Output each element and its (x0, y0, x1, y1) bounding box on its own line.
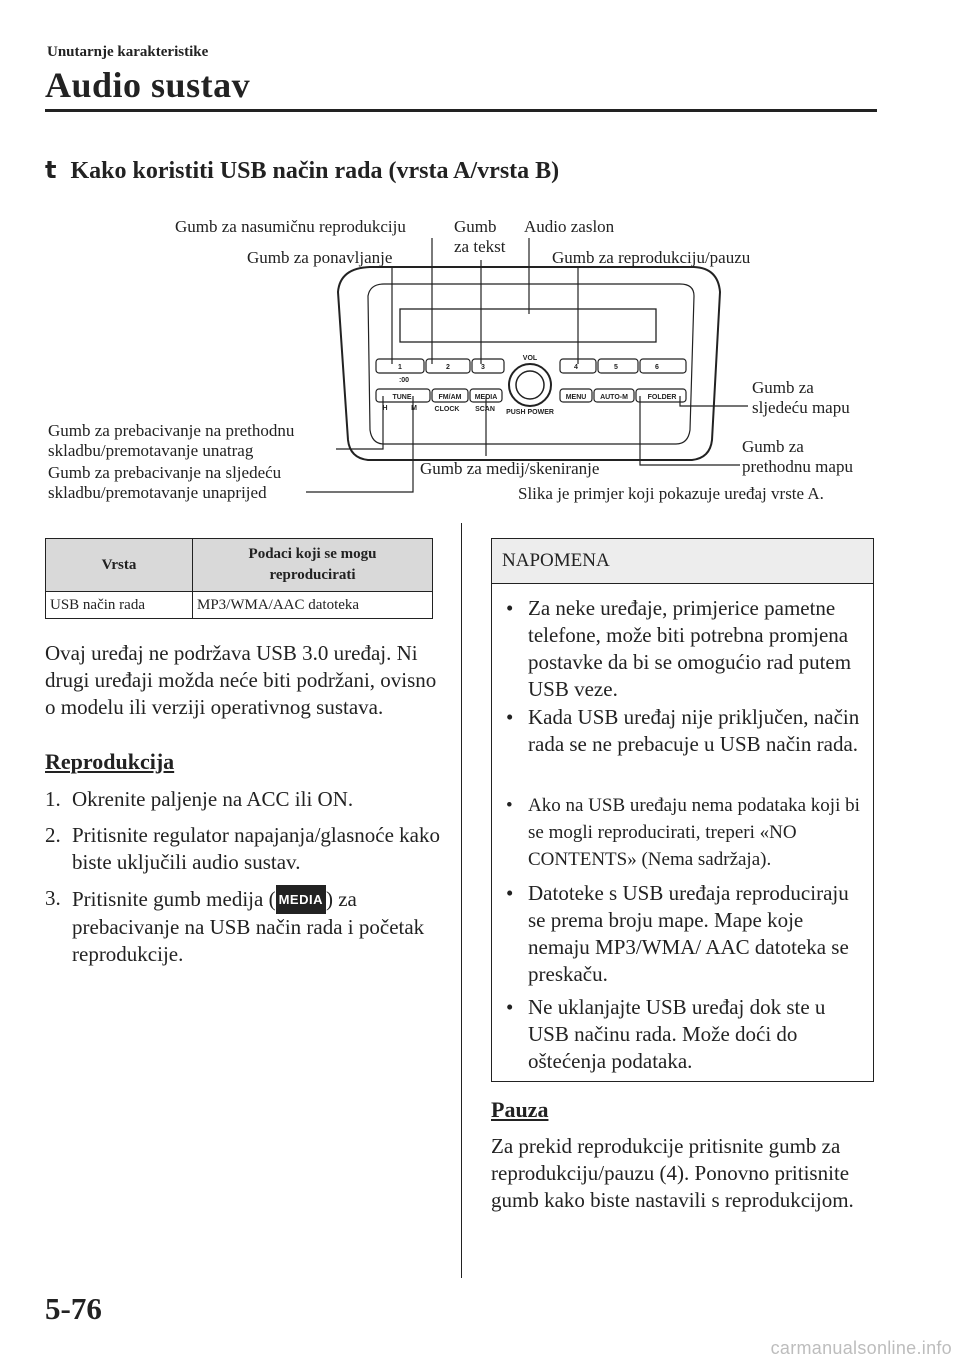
note-item-text: Datoteke s USB uređaja reproduciraju se prema broju mape. Mape koje nemaju MP3/WMA/ AAC datoteka se preskaču. (528, 881, 849, 986)
heading-text: Kako koristiti USB način rada (vrsta A/vrsta B) (70, 158, 560, 184)
note-item (506, 994, 862, 1075)
panel-label-6: 6 (655, 364, 659, 371)
panel-label-3: 3 (481, 364, 485, 371)
playable-data-table (45, 538, 433, 619)
note-item (506, 595, 862, 703)
callout-prev-track-button: Gumb za prebacivanje na prethodnu skladbu/premotavanje unatrag (48, 421, 295, 460)
display-window (400, 309, 656, 342)
bullet-icon: • (506, 705, 514, 729)
panel-label-menu: MENU (565, 394, 587, 401)
panel-label-pushpower: PUSH POWER (506, 409, 554, 416)
callout-prev-folder-button: Gumb za prethodnu mapu (742, 437, 853, 476)
step-text-after: ) za prebacivanje na USB način rada i početak reprodukcije. (72, 887, 425, 966)
note-item-text: Ako na USB uređaju nema podataka koji bi se mogli reproducirati, treperi «NO CONTENTS» (Nema sadržaja). (528, 795, 860, 870)
step-text (45, 885, 445, 968)
callout-text-button: Gumb za tekst (454, 217, 506, 256)
volume-knob-inner (516, 371, 544, 399)
panel-label-4: 4 (574, 364, 578, 371)
preset-button-5 (598, 359, 638, 373)
panel-label-h: H (382, 405, 388, 412)
callout-repeat-button: Gumb za ponavljanje (247, 248, 393, 267)
column-divider (461, 523, 462, 1278)
bullet-icon: • (506, 596, 514, 620)
step-3 (45, 885, 445, 968)
preset-button-3 (472, 359, 504, 373)
panel-label-fmam: FM/AM (438, 394, 462, 401)
step-number: 2. (45, 823, 61, 847)
callout-media-scan-button: Gumb za medij/skeniranje (420, 459, 600, 478)
note-item-text: Ne uklanjajte USB uređaj dok ste u USB načinu rada. Može doći do oštećenja podataka. (528, 995, 826, 1073)
reproduction-heading: Reprodukcija (45, 749, 175, 774)
preset-button-6 (640, 359, 686, 373)
page-number: 5-76 (45, 1291, 102, 1326)
step-number: 3. (45, 886, 61, 910)
bullet-icon: • (506, 995, 514, 1019)
callout-next-folder-button: Gumb za sljedeću mapu (752, 378, 850, 417)
table-header-data: Podaci koji se mogu reproducirati (193, 539, 433, 592)
step-text: Okrenite paljenje na ACC ili ON. (72, 787, 354, 811)
callout-play-pause-button: Gumb za reprodukciju/pauzu (552, 248, 751, 267)
callout-shuffle-button: Gumb za nasumičnu reprodukciju (175, 217, 406, 236)
panel-label-media: MEDIA (474, 394, 498, 401)
bullet-icon: • (506, 881, 514, 905)
panel-label-vol: VOL (522, 355, 538, 362)
panel-label-folder: FOLDER (647, 394, 677, 401)
note-item (506, 792, 862, 873)
note-box (491, 538, 874, 1082)
table-row (46, 592, 433, 619)
section-label: Unutarnje karakteristike (47, 44, 209, 60)
step-text: Pritisnite regulator napajanja/glasnoće kako biste uključili audio sustav. (72, 823, 440, 874)
panel-label-scan: SCAN (475, 406, 495, 413)
panel-label-1: 1 (398, 364, 402, 371)
bullet-icon: • (506, 795, 513, 816)
table-cell-data: MP3/WMA/AAC datoteka (193, 592, 433, 619)
step-2 (45, 822, 445, 876)
panel-label-m: M (411, 405, 417, 412)
media-button-icon: MEDIA (276, 885, 326, 914)
pause-paragraph: Za prekid reprodukcije pritisnite gumb za reprodukciju/pauzu (4). Ponovno pritisnite gumb kako biste nastavili s reprodukcijom. (491, 1134, 854, 1212)
panel-label-clock: CLOCK (434, 406, 460, 413)
callout-audio-display: Audio zaslon (524, 217, 615, 236)
table-header-row (46, 539, 433, 592)
intro-paragraph: Ovaj uređaj ne podržava USB 3.0 uređaj. Ni drugi uređaji možda neće biti podržani, ovisno o modelu ili verziji operativnog sustava. (45, 641, 437, 719)
panel-label-tune: TUNE (392, 394, 412, 401)
panel-label-clocktime: :00 (398, 377, 410, 384)
note-title: NAPOMENA (492, 539, 873, 584)
page-title: Audio sustav (45, 65, 251, 105)
step-text-before: Pritisnite gumb medija ( (72, 887, 276, 911)
panel-label-2: 2 (446, 364, 450, 371)
diagram-caption: Slika je primjer koji pokazuje uređaj vrste A. (518, 484, 824, 503)
step-1 (45, 786, 445, 813)
panel-label-5: 5 (614, 364, 618, 371)
note-item-text: Kada USB uređaj nije priključen, način rada se ne prebacuje u USB način rada. (528, 705, 860, 756)
note-item-text: Za neke uređaje, primjerice pametne telefone, može biti potrebna promjena postavke da bi se omogućio rad putem USB veze. (528, 596, 852, 701)
panel-label-automem: AUTO-M (600, 394, 628, 401)
callout-next-track-button: Gumb za prebacivanje na sljedeću skladbu/premotavanje unaprijed (48, 463, 282, 502)
note-item (506, 880, 862, 988)
table-cell-type: USB način rada (46, 592, 193, 619)
pause-heading: Pauza (491, 1097, 549, 1122)
watermark: carmanualsonline.info (770, 1338, 952, 1358)
note-item (506, 704, 862, 758)
table-header-type: Vrsta (46, 539, 193, 592)
step-number: 1. (45, 787, 61, 811)
heading-marker: t (45, 156, 57, 184)
